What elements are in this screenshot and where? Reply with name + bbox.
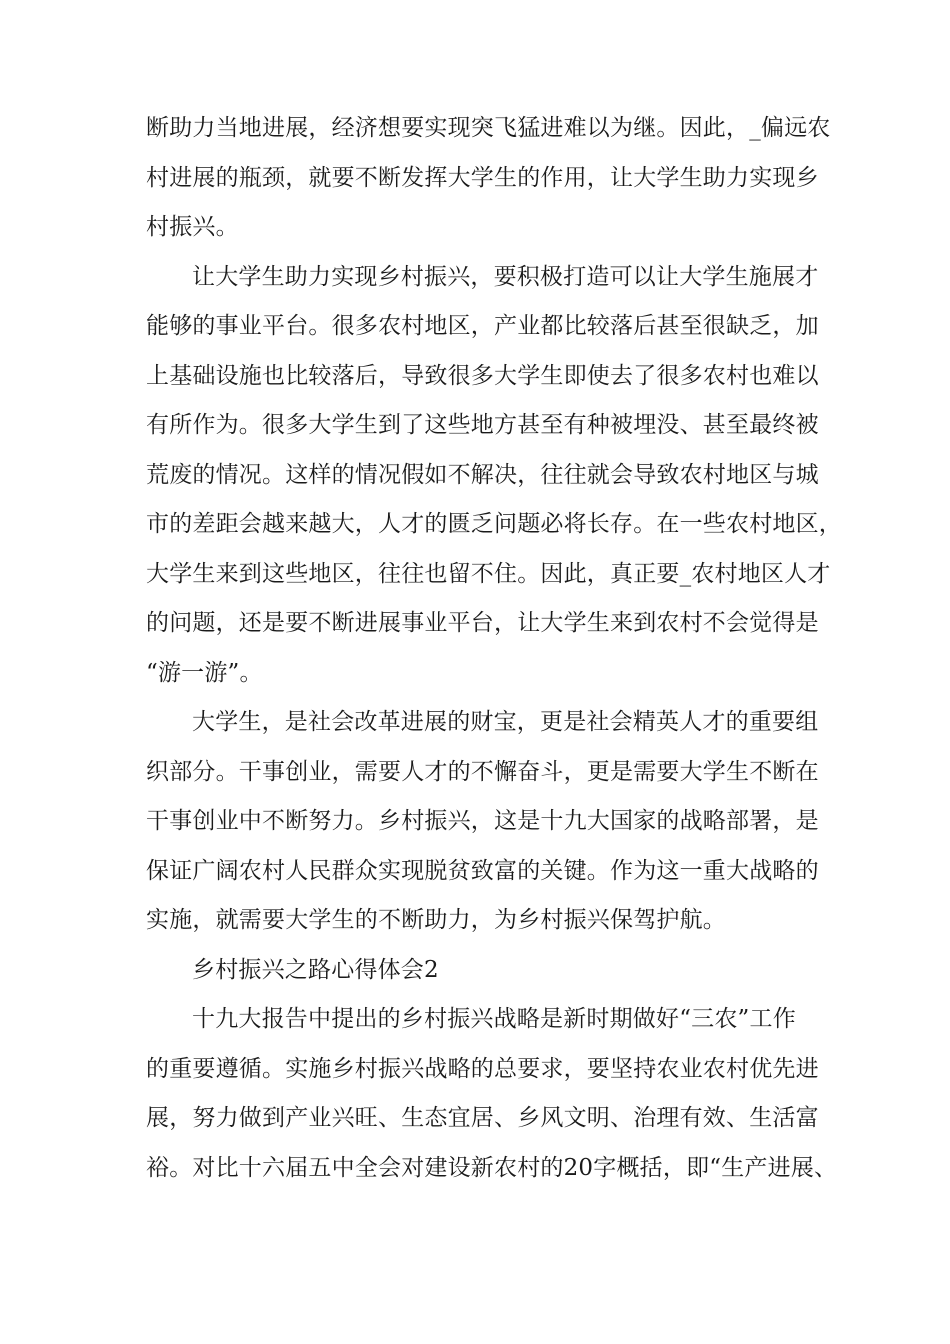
text-line: 能够的事业平台。很多农村地区，产业都比较落后甚至很缺乏，加 — [146, 313, 819, 339]
text-line: 干事创业中不断努力。乡村振兴，这是十九大国家的战略部署，是 — [146, 808, 819, 834]
document-body — [146, 104, 842, 1193]
text-line: 大学生来到这些地区，往往也留不住。因此，真正要_农村地区人才 — [146, 560, 831, 587]
text-line: 乡村振兴之路心得体会2 — [192, 956, 439, 983]
text-line: 实施，就需要大学生的不断助力，为乡村振兴保驾护航。 — [146, 907, 726, 933]
text-line: 荒废的情况。这样的情况假如不解决，往往就会导致农村地区与城 — [146, 461, 819, 488]
text-line: “游一游”。 — [146, 659, 263, 686]
text-line: 的问题，还是要不断进展事业平台，让大学生来到农村不会觉得是 — [146, 610, 819, 636]
text-line: 断助力当地进展，经济想要实现突飞猛进难以为继。因此，_偏远农 — [146, 115, 831, 141]
text-line: 展，努力做到产业兴旺、生态宜居、乡风文明、治理有效、生活富 — [146, 1105, 819, 1131]
text-line: 村振兴。 — [146, 214, 239, 240]
text-line: 裕。对比十六届五中全会对建设新农村的20字概括，即“生产进展、 — [146, 1154, 838, 1181]
text-line: 让大学生助力实现乡村振兴，要积极打造可以让大学生施展才 — [192, 263, 819, 290]
text-line: 保证广阔农村人民群众实现脱贫致富的关键。作为这一重大战略的 — [146, 857, 819, 884]
text-line: 村进展的瓶颈，就要不断发挥大学生的作用，让大学生助力实现乡 — [146, 164, 819, 191]
text-line: 十九大报告中提出的乡村振兴战略是新时期做好“三农”工作 — [192, 1006, 796, 1032]
text-line: 的重要遵循。实施乡村振兴战略的总要求，要坚持农业农村优先进 — [146, 1055, 819, 1082]
text-line: 有所作为。很多大学生到了这些地方甚至有种被埋没、甚至最终被 — [146, 412, 819, 438]
text-line: 市的差距会越来越大，人才的匮乏问题必将长存。在一些农村地区， — [146, 511, 842, 537]
text-line: 大学生，是社会改革进展的财宝，更是社会精英人才的重要组 — [192, 709, 819, 735]
text-line: 织部分。干事创业，需要人才的不懈奋斗，更是需要大学生不断在 — [146, 758, 819, 785]
text-line: 上基础设施也比较落后，导致很多大学生即使去了很多农村也难以 — [146, 362, 819, 389]
